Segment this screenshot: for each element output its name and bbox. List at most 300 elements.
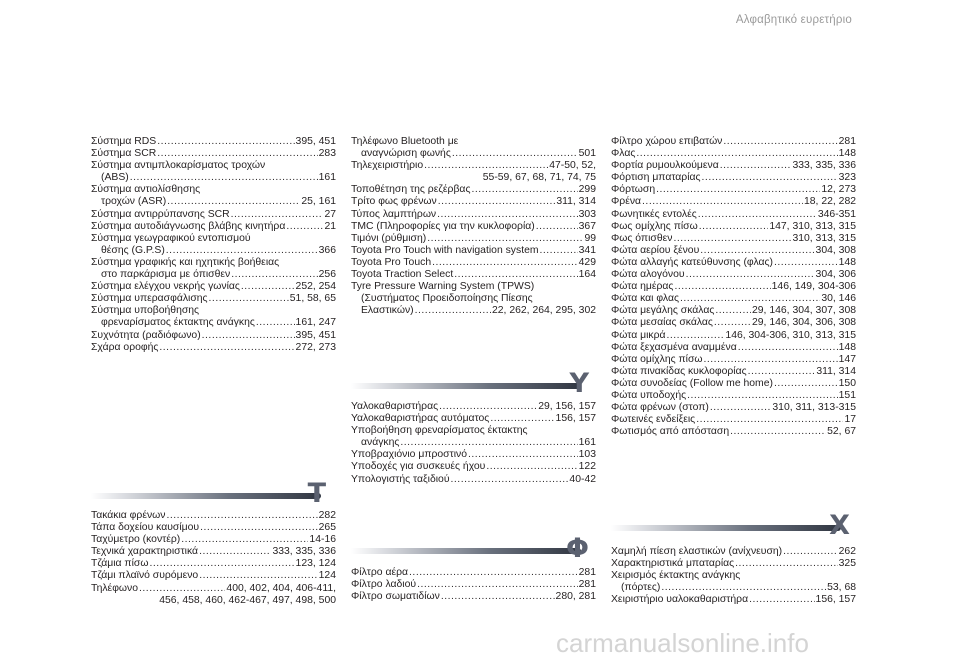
index-entry-pages: 52, 67 <box>827 426 856 438</box>
index-entry-pages: 367 <box>578 220 596 232</box>
dot-leader <box>432 257 578 269</box>
dot-leader <box>424 160 548 172</box>
index-entry-pages: 366 <box>318 244 336 256</box>
index-entry <box>351 425 596 449</box>
index-entry-pages: 150 <box>838 377 856 389</box>
index-entry <box>611 269 856 281</box>
index-entry-line <box>91 342 336 354</box>
section-letter: Χ <box>829 510 850 541</box>
section-letter: Τ <box>307 478 326 509</box>
index-entry-line <box>611 221 856 233</box>
index-entry-pages: 400, 402, 404, 406-411, <box>226 582 336 594</box>
index-entry-term: Υαλοκαθαριστήρας αυτόματος <box>351 413 490 425</box>
dot-leader <box>454 269 577 281</box>
index-entry-line <box>91 570 336 582</box>
index-entry-pages: 272, 273 <box>295 341 336 353</box>
dot-leader <box>427 233 583 245</box>
dot-leader <box>167 196 300 208</box>
dot-leader <box>157 148 317 160</box>
dot-leader <box>702 172 838 184</box>
index-entry-term-continued: Ελαστικών) <box>361 305 414 317</box>
index-entry <box>91 221 336 233</box>
index-entry-pages: 265 <box>318 522 336 534</box>
dot-leader <box>166 510 317 522</box>
index-entry <box>611 245 856 257</box>
index-entry-pages: 262 <box>838 546 856 557</box>
index-entry <box>351 257 596 269</box>
index-entry <box>351 233 596 245</box>
dot-leader <box>673 233 791 245</box>
index-entry-term: Φωτισμός από απόσταση <box>611 426 730 438</box>
index-entry-line <box>611 305 856 317</box>
index-entry <box>91 233 336 257</box>
index-entry-term: Σύστημα ελέγχου νεκρής γωνίας <box>91 281 240 293</box>
index-entry-line <box>91 281 336 293</box>
index-entry-pages: 47-50, 52, <box>549 160 596 172</box>
index-entry <box>91 148 336 160</box>
index-entry-term: Χειρισμός έκτακτης ανάγκης <box>611 570 741 582</box>
index-entry <box>611 342 856 354</box>
index-entry-term: Φως όπισθεν <box>611 232 673 244</box>
index-entry-term: Φώτα μεγάλης σκάλας <box>611 305 715 317</box>
index-entry-term: Tyre Pressure Warning System (TPWS) <box>351 281 535 293</box>
index-entry-term: Φώτα συνοδείας (Follow me home) <box>611 377 773 389</box>
index-entry-pages: 151 <box>838 389 856 401</box>
index-entry <box>351 461 596 473</box>
dot-leader <box>735 558 838 570</box>
index-column-2-bottom <box>351 567 596 603</box>
index-entry-line <box>611 342 856 354</box>
index-entry-pages: 148 <box>838 148 856 160</box>
index-entry <box>611 257 856 269</box>
index-entry-pages: 21 <box>324 220 336 232</box>
dot-leader <box>723 136 837 148</box>
index-entry-term: Σύστημα RDS <box>91 136 157 147</box>
index-entry-line <box>351 474 596 486</box>
index-entry-term: Σύστημα γραφικής και ηχητικής βοήθειας <box>91 256 280 268</box>
index-entry-pages-continued: 456, 458, 460, 462-467, 497, 498, 500 <box>159 594 336 606</box>
index-entry-term: Τοποθέτηση της ρεζέρβας <box>351 184 471 196</box>
index-entry-line <box>611 317 856 329</box>
index-entry-term: Φωτεινές ενδείξεις <box>611 414 696 426</box>
dot-leader <box>199 546 271 558</box>
index-entry-line <box>351 209 596 221</box>
index-entry <box>351 245 596 257</box>
index-entry <box>611 305 856 317</box>
index-entry-line <box>351 221 596 233</box>
dot-leader <box>748 366 816 378</box>
index-entry-line <box>351 245 596 257</box>
index-entry-line <box>91 136 336 148</box>
page-header-title: Αλφαβητικό ευρετήριο <box>735 14 852 26</box>
index-entry-pages: 146, 304-306, 310, 313, 315 <box>725 329 856 341</box>
index-entry-term: Φωνητικές εντολές <box>611 208 697 220</box>
index-entry-term: Υποδοχές για συσκευές ήχου <box>351 461 486 473</box>
index-entry-line <box>611 233 856 245</box>
index-entry-line <box>91 510 336 522</box>
index-entry-term-continued: θέσης (G.P.S) <box>101 244 165 256</box>
index-entry-pages: 103 <box>578 449 596 461</box>
dot-leader <box>471 184 577 196</box>
index-entry-pages: 14-16 <box>309 534 336 546</box>
index-entry <box>351 160 596 184</box>
dot-leader <box>241 281 295 293</box>
index-entry-pages: 18, 22, 282 <box>804 196 856 208</box>
index-entry <box>91 257 336 281</box>
index-entry-term: Φλας <box>611 148 636 160</box>
index-entry <box>351 184 596 196</box>
index-entry-term: Σύστημα υποβοήθησης <box>91 305 200 317</box>
index-entry-pages: 147, 310, 313, 315 <box>769 220 856 232</box>
index-entry <box>351 281 596 317</box>
dot-leader <box>149 558 294 570</box>
index-entry <box>91 281 336 293</box>
dot-leader <box>417 579 578 591</box>
dot-leader <box>540 245 578 257</box>
index-entry-line <box>611 426 856 438</box>
index-entry-term: Φώτα φρένων (στοπ) <box>611 402 709 414</box>
index-entry-line <box>91 330 336 342</box>
index-entry <box>611 136 856 148</box>
index-entry-term: Τζάμια πίσω <box>91 558 149 570</box>
index-entry-line <box>351 233 596 245</box>
index-entry-line <box>611 209 856 221</box>
dot-leader <box>486 461 577 473</box>
index-entry-term: Τζάμι πλαϊνό συρόμενο <box>91 570 199 582</box>
index-entry <box>351 474 596 486</box>
index-entry <box>91 583 336 607</box>
index-entry <box>351 136 596 160</box>
index-entry-line <box>611 402 856 414</box>
index-entry-line <box>611 378 856 390</box>
index-entry-term: Συχνότητα (ραδιόφωνο) <box>91 329 201 341</box>
index-entry-line <box>611 330 856 342</box>
index-entry <box>91 558 336 570</box>
index-entry <box>611 160 856 172</box>
index-entry-pages: 252, 254 <box>295 281 336 293</box>
index-entry-term-continued: (Συστήματος Προειδοποίησης Πίεσης <box>361 293 533 305</box>
index-entry-term: Φρένα <box>611 196 642 208</box>
index-entry-term: Υπολογιστής ταξιδιού <box>351 473 450 485</box>
index-entry-term: Φώτα αλλαγής κατεύθυνσης (φλας) <box>611 256 773 268</box>
index-entry-pages: 53, 68 <box>827 582 856 594</box>
index-entry <box>611 594 856 606</box>
index-column-2-mid <box>351 401 596 486</box>
index-entry-pages: 323 <box>838 172 856 184</box>
index-entry-term-continued: τροχών (ASR) <box>101 196 167 208</box>
index-entry-term: Σύστημα υπερασφάλισης <box>91 293 208 305</box>
index-entry-line <box>611 184 856 196</box>
index-entry-term: Υποβοήθηση φρεναρίσματος έκτακτης <box>351 425 528 437</box>
index-entry <box>91 330 336 342</box>
dot-leader <box>714 317 751 329</box>
watermark-text: carmanualsonline.info <box>556 628 809 658</box>
index-entry-term: Φώτα και φλας <box>611 293 679 305</box>
index-entry <box>611 558 856 570</box>
index-entry-pages: 156, 157 <box>555 413 596 425</box>
index-entry <box>611 546 856 558</box>
index-entry <box>611 317 856 329</box>
index-entry-line <box>91 534 336 546</box>
index-entry-line <box>611 172 856 184</box>
index-entry-line <box>91 546 336 558</box>
section-divider-bar <box>611 525 841 531</box>
index-entry-line <box>611 196 856 208</box>
index-entry-line <box>351 449 596 461</box>
index-entry-term: Toyota Traction Select <box>351 269 454 281</box>
index-entry <box>611 221 856 233</box>
index-entry-line <box>351 591 596 603</box>
index-entry-pages: 147 <box>838 353 856 365</box>
index-entry-pages: 123, 124 <box>295 558 336 570</box>
index-entry <box>351 401 596 413</box>
index-entry-term: Χαρακτηριστικά μπαταρίας <box>611 558 735 570</box>
index-entry-pages: 304, 306 <box>815 269 856 281</box>
index-entry-pages: 161, 247 <box>295 317 336 329</box>
index-column-3-bottom <box>611 546 856 606</box>
index-entry <box>351 221 596 233</box>
index-entry-line <box>91 522 336 534</box>
index-entry-term: Τύπος λαμπτήρων <box>351 208 437 220</box>
dot-leader <box>738 342 838 354</box>
index-entry-line <box>91 209 336 221</box>
index-entry-line <box>351 437 596 449</box>
index-entry-pages: 310, 311, 313-315 <box>772 402 856 414</box>
index-entry-term-continued: αναγνώριση φωνής <box>361 148 451 160</box>
index-entry-pages: 501 <box>578 148 596 160</box>
index-entry-term: Υαλοκαθαριστήρας <box>351 401 439 412</box>
index-entry-pages: 395, 451 <box>295 329 336 341</box>
index-entry-term: Φόρτιση μπαταρίας <box>611 172 701 184</box>
index-entry-term: Σύστημα αντιμπλοκαρίσματος τροχών <box>91 160 266 172</box>
index-entry <box>611 281 856 293</box>
index-entry-pages: 146, 149, 304-306 <box>771 281 856 293</box>
index-entry <box>91 534 336 546</box>
index-entry-term: Φώτα ημέρας <box>611 281 674 293</box>
index-entry <box>611 366 856 378</box>
index-entry <box>351 413 596 425</box>
index-entry-term: Σχάρα οροφής <box>91 341 159 353</box>
index-entry-line <box>611 269 856 281</box>
dot-leader <box>468 449 578 461</box>
index-entry <box>611 354 856 366</box>
index-entry-line <box>351 461 596 473</box>
index-column-2-top <box>351 136 596 317</box>
index-entry <box>351 567 596 579</box>
index-entry-pages: 429 <box>578 256 596 268</box>
index-entry-pages: 22, 262, 264, 295, 302 <box>492 305 596 317</box>
index-entry <box>91 510 336 522</box>
index-entry <box>611 414 856 426</box>
index-entry-line <box>351 184 596 196</box>
dot-leader <box>139 583 225 595</box>
index-entry-term: Φώτα μεσαίας σκάλας <box>611 317 713 329</box>
index-entry-pages: 281 <box>578 567 596 578</box>
dot-leader <box>202 330 295 342</box>
index-entry-line <box>351 148 596 160</box>
index-entry-line <box>351 257 596 269</box>
dot-leader <box>438 196 556 208</box>
index-entry-pages: 25, 161 <box>301 196 336 208</box>
index-entry-pages: 283 <box>318 148 336 160</box>
index-entry <box>91 342 336 354</box>
index-entry-pages: 346-351 <box>817 208 856 220</box>
index-entry <box>611 184 856 196</box>
index-entry-line <box>611 390 856 402</box>
dot-leader <box>439 401 537 413</box>
index-entry-line <box>351 567 596 579</box>
index-entry <box>611 209 856 221</box>
index-entry-line <box>351 269 596 281</box>
index-entry-pages: 29, 146, 304, 306, 308 <box>752 317 856 329</box>
index-entry-line <box>91 269 336 281</box>
index-entry-pages: 40-42 <box>569 473 596 485</box>
section-letter: Υ <box>569 368 589 399</box>
index-entry-term: Φώτα υποδοχής <box>611 389 687 401</box>
index-entry <box>91 522 336 534</box>
index-entry <box>91 546 336 558</box>
index-entry-line <box>611 582 856 594</box>
index-entry-line <box>611 281 856 293</box>
index-entry-pages: 333, 335, 336 <box>792 160 856 172</box>
index-entry-term: Φώτα αερίου ξένου <box>611 244 700 256</box>
dot-leader <box>680 293 820 305</box>
index-entry-term: Τηλέφωνο <box>91 582 139 594</box>
index-entry-term: Φώτα ομίχλης πίσω <box>611 353 703 365</box>
dot-leader <box>783 546 838 558</box>
index-entry-line <box>351 196 596 208</box>
index-entry-pages: 281 <box>838 136 856 147</box>
index-entry-term: Φίλτρο αέρα <box>351 567 409 578</box>
index-column-3-top <box>611 136 856 438</box>
dot-leader <box>209 293 289 305</box>
index-entry-line <box>91 583 336 595</box>
index-entry-term: Τακάκια φρένων <box>91 510 166 521</box>
index-entry-term: Φώτα αλογόνου <box>611 269 685 281</box>
index-entry-line <box>351 401 596 413</box>
dot-leader <box>699 221 769 233</box>
index-entry <box>611 426 856 438</box>
dot-leader <box>656 184 820 196</box>
index-column-1-bottom <box>91 510 336 607</box>
index-entry <box>351 209 596 221</box>
dot-leader <box>730 426 826 438</box>
dot-leader <box>231 269 317 281</box>
index-entry-line <box>351 413 596 425</box>
index-entry-line <box>611 160 856 172</box>
dot-leader <box>715 305 751 317</box>
index-entry-term: Φώτα μικρά <box>611 329 666 341</box>
index-entry-pages: 299 <box>578 184 596 196</box>
index-entry-term: Φώτα πινακίδας κυκλοφορίας <box>611 365 747 377</box>
dot-leader <box>441 591 555 603</box>
index-entry-line <box>611 354 856 366</box>
index-entry-pages: 256 <box>318 269 336 281</box>
index-entry-pages: 27 <box>324 208 336 220</box>
index-entry-term: Φίλτρο λαδιού <box>351 579 417 591</box>
index-entry-term: Τρίτο φως φρένων <box>351 196 437 208</box>
index-entry-line <box>611 546 856 558</box>
index-entry-term: Τεχνικά χαρακτηριστικά <box>91 546 199 558</box>
index-entry <box>611 233 856 245</box>
index-entry-term: Φίλτρο σωματιδίων <box>351 591 440 603</box>
index-entry-pages: 12, 273 <box>821 184 856 196</box>
dot-leader <box>667 330 725 342</box>
index-entry-line <box>351 579 596 591</box>
index-entry-pages: 325 <box>838 558 856 570</box>
dot-leader <box>490 413 554 425</box>
index-entry-term: Τηλέφωνο Bluetooth με <box>351 136 459 147</box>
index-entry <box>611 148 856 160</box>
index-entry-pages: 30, 146 <box>821 293 856 305</box>
dot-leader <box>696 414 843 426</box>
index-entry-pages: 99 <box>584 232 596 244</box>
index-entry-pages: 122 <box>578 461 596 473</box>
index-entry-line <box>91 293 336 305</box>
dot-leader <box>166 245 318 257</box>
index-entry-pages: 304, 308 <box>815 244 856 256</box>
index-entry-term: Φως ομίχλης πίσω <box>611 220 698 232</box>
dot-leader <box>231 209 324 221</box>
index-entry <box>351 196 596 208</box>
index-entry-term: Σύστημα αντιρρύπανσης SCR <box>91 208 230 220</box>
index-entry-pages: 29, 146, 304, 307, 308 <box>752 305 856 317</box>
index-entry-pages: 124 <box>318 570 336 582</box>
index-entry-term: Τηλεχειριστήριο <box>351 160 424 172</box>
index-entry-line <box>91 148 336 160</box>
index-entry <box>91 570 336 582</box>
index-entry-line <box>351 160 596 172</box>
index-entry <box>611 293 856 305</box>
index-entry-pages: 341 <box>578 244 596 256</box>
index-entry <box>91 184 336 208</box>
index-entry-pages: 161 <box>578 437 596 449</box>
index-entry-term: Τάπα δοχείου καυσίμου <box>91 522 200 534</box>
index-entry-line <box>351 305 596 317</box>
dot-leader <box>199 570 317 582</box>
dot-leader <box>437 209 578 221</box>
index-column-1-top <box>91 136 336 354</box>
dot-leader <box>451 474 569 486</box>
index-entry-term: Σύστημα αντιολίσθησης <box>91 184 201 196</box>
index-entry-pages: 311, 314 <box>556 196 596 208</box>
index-entry-line <box>91 221 336 233</box>
dot-leader <box>720 160 792 172</box>
dot-leader <box>256 317 295 329</box>
dot-leader <box>157 136 294 148</box>
index-entry-pages: 303 <box>578 208 596 220</box>
index-entry-line <box>611 293 856 305</box>
index-entry-line <box>611 594 856 606</box>
index-entry-term-continued: ανάγκης <box>361 437 400 449</box>
dot-leader <box>536 221 578 233</box>
index-entry-term: Φορτία ρυμουλκούμενα <box>611 160 719 172</box>
index-entry-line <box>91 172 336 184</box>
index-entry-pages: 17 <box>844 414 856 426</box>
index-entry-term: Ταχύμετρο (κοντέρ) <box>91 534 181 546</box>
index-entry <box>91 160 336 184</box>
index-entry-pages: 51, 58, 65 <box>289 293 336 305</box>
dot-leader <box>181 534 308 546</box>
dot-leader <box>409 567 578 579</box>
index-entry-pages: 281 <box>578 579 596 591</box>
index-entry <box>351 269 596 281</box>
index-entry-pages: 164 <box>578 269 596 281</box>
dot-leader <box>686 269 815 281</box>
section-divider-bar <box>351 548 581 554</box>
index-entry-line <box>611 366 856 378</box>
index-entry <box>611 330 856 342</box>
